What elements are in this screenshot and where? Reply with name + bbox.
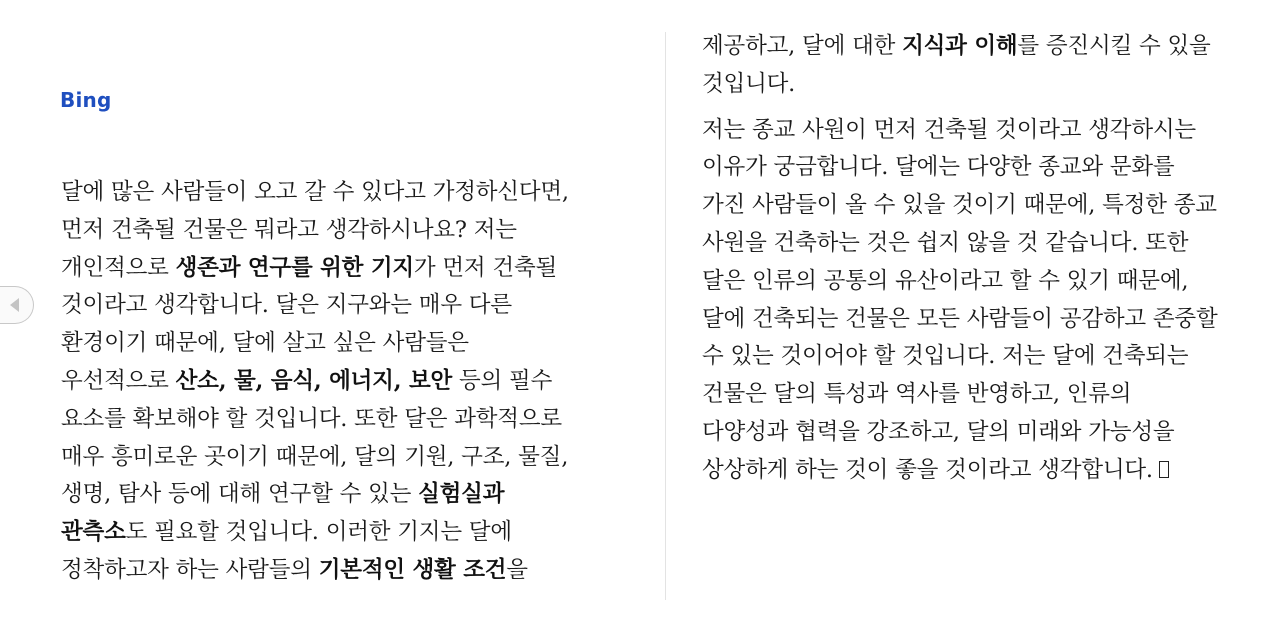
text-line: 우선적으로 산소, 물, 음식, 에너지, 보안 등의 필수	[61, 367, 553, 394]
text-line: 달은 인류의 공통의 유산이라고 할 수 있기 때문에,	[702, 267, 1189, 294]
text-line: 저는 종교 사원이 먼저 건축될 것이라고 생각하시는	[702, 116, 1196, 143]
bold-phrase: 기본적인 생활 조건	[318, 556, 507, 583]
text-line: 것이라고 생각합니다. 달은 지구와는 매우 다른	[61, 292, 512, 319]
text-line: 관측소도 필요할 것입니다. 이러한 기지는 달에	[61, 519, 512, 546]
bold-phrase: 생존과 연구를 위한 기지	[175, 254, 414, 281]
bold-phrase: 지식과 이해	[902, 33, 1018, 59]
text-line: 제공하고, 달에 대한 지식과 이해를 증진시킬 수 있을	[702, 33, 1211, 59]
text-line: 먼저 건축될 건물은 뭐라고 생각하시나요? 저는	[61, 216, 517, 243]
left-paragraph	[61, 174, 651, 590]
text-line: 달에 많은 사람들이 오고 갈 수 있다고 가정하신다면,	[61, 179, 569, 205]
bing-logo-text: Bing	[60, 88, 112, 112]
column-divider	[665, 32, 666, 600]
left-text-column	[61, 174, 651, 590]
chevron-left-icon	[10, 298, 19, 312]
text-line: 생명, 탐사 등에 대해 연구할 수 있는 실험실과	[61, 481, 505, 508]
previous-page-button[interactable]	[0, 286, 34, 324]
text-line: 가진 사람들이 올 수 있을 것이기 때문에, 특정한 종교	[702, 192, 1217, 219]
text-line: 상상하게 하는 것이 좋을 것이라고 생각합니다.	[702, 452, 1277, 490]
bold-phrase: 산소, 물, 음식, 에너지, 보안	[175, 367, 453, 394]
bold-phrase: 실험실과	[418, 481, 505, 508]
text-line: 요소를 확보해야 할 것입니다. 또한 달은 과학적으로	[61, 405, 562, 432]
text-line: 수 있는 것이어야 할 것입니다. 저는 달에 건축되는	[702, 343, 1189, 370]
right-text-column	[702, 28, 1277, 490]
text-line: 건물은 달의 특성과 역사를 반영하고, 인류의	[702, 381, 1132, 408]
right-paragraph-2	[702, 112, 1277, 490]
text-line: 환경이기 때문에, 달에 살고 싶은 사람들은	[61, 330, 469, 357]
text-line: 달에 건축되는 건물은 모든 사람들이 공감하고 존중할	[702, 305, 1218, 332]
text-line: 것입니다.	[702, 70, 796, 97]
right-paragraph-1	[702, 28, 1277, 104]
text-line: 개인적으로 생존과 연구를 위한 기지가 먼저 건축될	[61, 254, 558, 281]
text-line: 매우 흥미로운 곳이기 때문에, 달의 기원, 구조, 물질,	[61, 443, 569, 470]
text-line: 이유가 궁금합니다. 달에는 다양한 종교와 문화를	[702, 154, 1175, 181]
bold-phrase: 관측소	[61, 519, 126, 546]
text-line: 사원을 건축하는 것은 쉽지 않을 것 같습니다. 또한	[702, 229, 1189, 256]
text-line: 다양성과 협력을 강조하고, 달의 미래와 가능성을	[702, 418, 1175, 445]
text-line: 정착하고자 하는 사람들의 기본적인 생활 조건을	[61, 556, 528, 583]
end-of-text-box-icon	[1159, 461, 1169, 478]
